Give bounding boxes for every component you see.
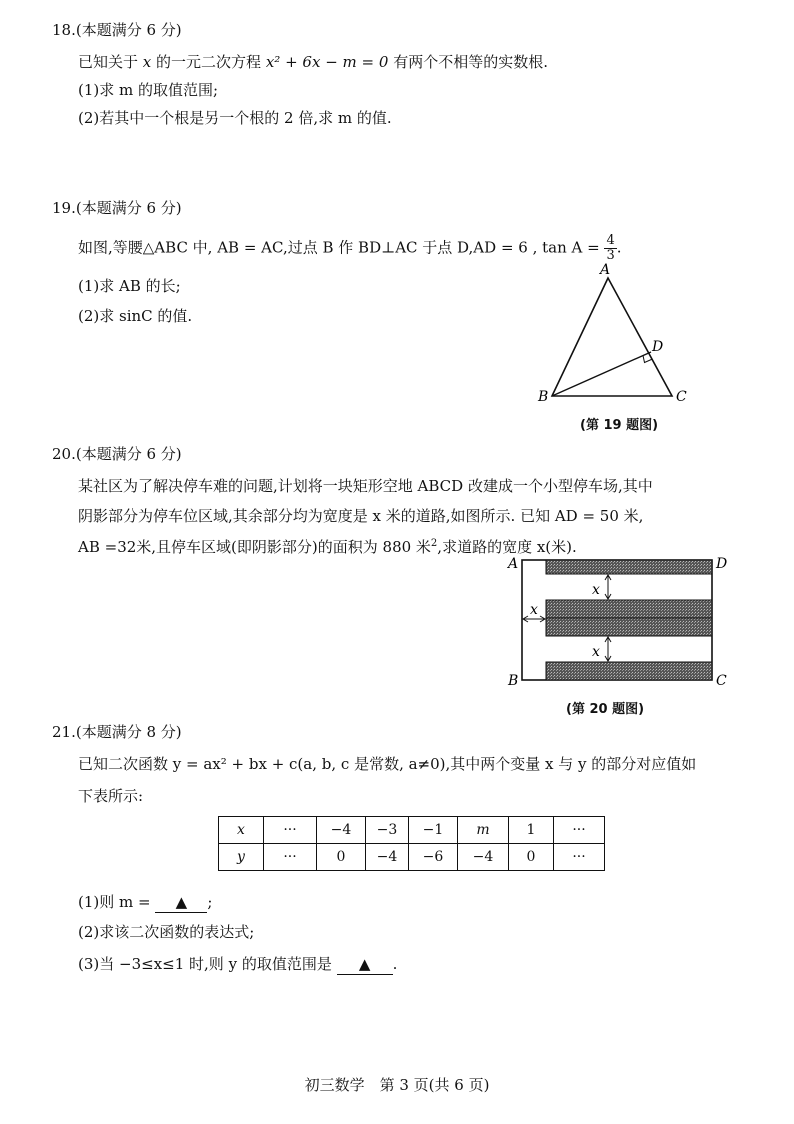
table-cell: ···: [554, 844, 605, 871]
table-cell: ···: [264, 817, 317, 844]
q19-triangle-abc: [552, 278, 672, 396]
q18-stem-c: 有两个不相等的实数根.: [393, 53, 548, 71]
q19-frac-num: 4: [606, 233, 615, 248]
q21-line1: 已知二次函数 y = ax² + bx + c(a, b, c 是常数, a≠0),其中两个变量 x 与 y 的部分对应值如: [78, 755, 697, 773]
q19-frac-den: 3: [606, 248, 615, 263]
q21-line2: 下表所示:: [78, 787, 144, 805]
q20-label-a: A: [508, 556, 519, 572]
q18-stem-a: 已知关于: [78, 53, 139, 71]
table-cell: −6: [409, 844, 458, 871]
q20-label-x-left: x: [530, 602, 538, 618]
q19-stem-end: .: [616, 238, 622, 257]
q18-part1: (1)求 m 的取值范围;: [78, 81, 219, 99]
q19-triangle-figure: [530, 258, 700, 408]
q21-part2: (2)求该二次函数的表达式;: [78, 923, 255, 941]
q20-label-d: D: [716, 556, 728, 572]
q20-label-b: B: [508, 673, 519, 689]
q21-part3: [78, 954, 397, 975]
q20-line3-sup: 2: [430, 538, 438, 549]
table-row: [219, 817, 605, 844]
q18-stem: [78, 52, 548, 72]
q19-part2: (2)求 sinC 的值.: [78, 307, 193, 325]
q20-label-x-top: x: [592, 582, 600, 598]
q21-part1-answer-blank[interactable]: ▲: [155, 892, 207, 913]
q20-line3a: AB =32米,且停车区域(即阴影部分)的面积为 880 米: [78, 538, 431, 556]
table-cell: −3: [366, 817, 409, 844]
q20-line2: 阴影部分为停车位区域,其余部分均为宽度是 x 米的道路,如图所示. 已知 AD = 50 米,: [78, 507, 644, 525]
q19-figure-caption: (第 19 题图): [580, 418, 659, 433]
q19-segment-bd: [552, 352, 651, 396]
q21-value-table: [218, 816, 605, 871]
q18-equation: x² + 6x − m = 0: [265, 53, 389, 71]
q21-part3-text: (3)当 −3≤x≤1 时,则 y 的取值范围是: [78, 955, 332, 973]
q21-part1-end: ;: [207, 893, 213, 911]
q18-var-x: x: [142, 53, 152, 71]
q18-stem-b: 的一元二次方程: [156, 53, 262, 71]
page-footer: 初三数学 第 3 页(共 6 页): [304, 1076, 490, 1094]
table-cell: −4: [366, 844, 409, 871]
q19-label-c: C: [676, 389, 687, 405]
q18-part2: (2)若其中一个根是另一个根的 2 倍,求 m 的值.: [78, 109, 392, 127]
q19-label-d: D: [652, 339, 664, 355]
table-cell: 0: [317, 844, 366, 871]
q19-label-b: B: [538, 389, 549, 405]
q18-header: 18.(本题满分 6 分): [52, 21, 182, 39]
table-cell: −1: [409, 817, 458, 844]
q20-figure-caption: (第 20 题图): [566, 702, 645, 717]
q20-parking-strip-bottom: [546, 662, 712, 680]
table-cell: m: [458, 817, 509, 844]
q19-stem-text: 如图,等腰△ABC 中, AB = AC,过点 B 作 BD⊥AC 于点 D,AD = 6 , tan A =: [78, 238, 600, 257]
table-cell: ···: [264, 844, 317, 871]
table-row: [219, 844, 605, 871]
q21-header: 21.(本题满分 8 分): [52, 723, 182, 741]
table-cell: −4: [317, 817, 366, 844]
q20-label-x-bottom: x: [592, 644, 600, 660]
q19-header: 19.(本题满分 6 分): [52, 199, 182, 217]
q20-header: 20.(本题满分 6 分): [52, 445, 182, 463]
table-cell: −4: [458, 844, 509, 871]
table-cell: x: [219, 817, 264, 844]
q20-line1: 某社区为了解决停车难的问题,计划将一块矩形空地 ABCD 改建成一个小型停车场,其中: [78, 477, 653, 495]
q20-label-c: C: [716, 673, 727, 689]
q19-label-a: A: [600, 262, 611, 278]
q20-parking-figure: [500, 552, 740, 694]
table-cell: y: [219, 844, 264, 871]
q20-line3b: ,求道路的宽度 x(米).: [437, 538, 577, 556]
q19-part1: (1)求 AB 的长;: [78, 277, 181, 295]
q20-parking-strip-top: [546, 560, 712, 574]
table-cell: ···: [554, 817, 605, 844]
q21-part1-text: (1)则 m =: [78, 893, 151, 911]
q21-part3-end: .: [392, 955, 398, 973]
q21-part1: [78, 892, 212, 913]
table-cell: 0: [509, 844, 554, 871]
table-cell: 1: [509, 817, 554, 844]
q21-part3-answer-blank[interactable]: ▲: [337, 954, 393, 975]
